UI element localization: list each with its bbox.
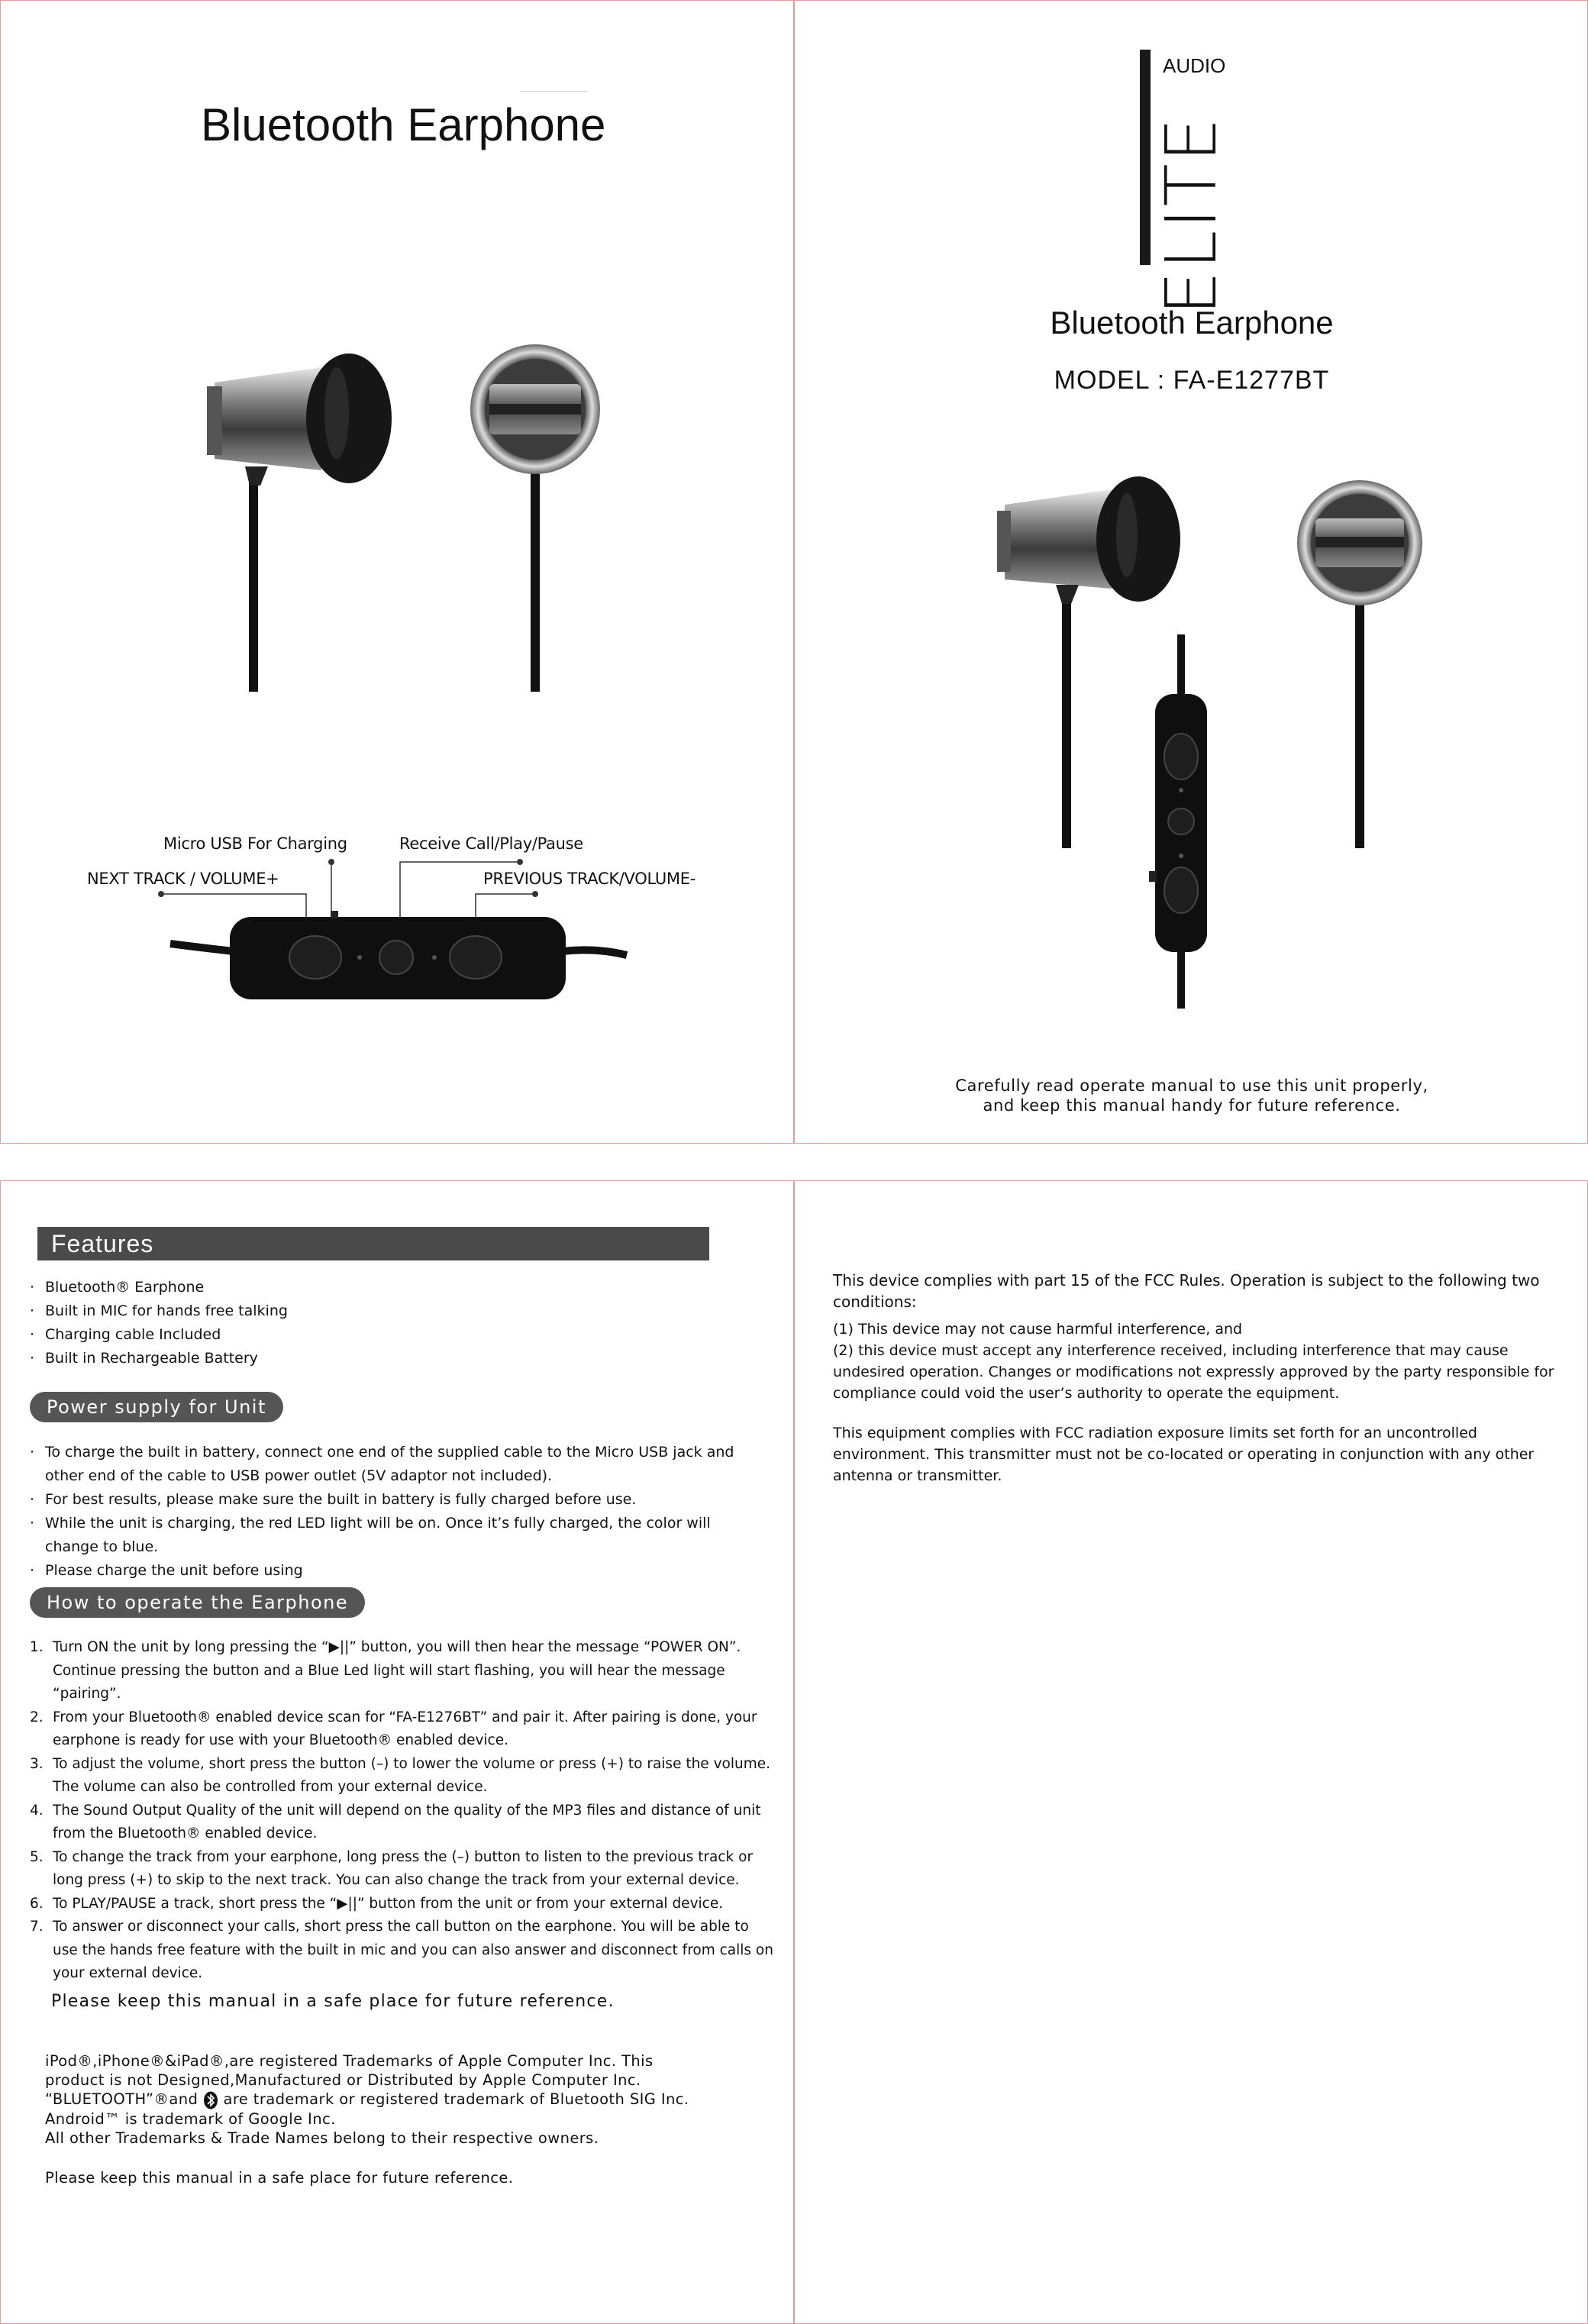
list-item: · Please charge the unit before using <box>30 1559 763 1583</box>
features-heading: Features <box>37 1227 709 1260</box>
step-number: 1. <box>30 1639 44 1655</box>
features-list <box>30 1276 288 1370</box>
divider <box>520 91 587 92</box>
earphones-with-remote-image <box>986 474 1444 1009</box>
callout-call-play-pause: Receive Call/Play/Pause <box>399 834 583 853</box>
list-item <box>30 1893 778 1916</box>
fcc-radiation: This equipment complies with FCC radiation exposure limits set forth for an uncontrolled environment. This transmitter must not be co-located or operating in conjunction with any other antenna or transmitter. <box>833 1425 1535 1484</box>
step-text: From your Bluetooth® enabled device scan for “FA-E1276BT” and pair it. After pairing is done, your earphone is ready for use with your Bluetooth® enabled device. <box>53 1709 757 1748</box>
list-item: · To charge the built in battery, connect one end of the supplied cable to the Micro USB jack and other end of the cable to USB power outlet (5V adaptor not included). <box>30 1441 763 1488</box>
logo-bar <box>1140 50 1151 265</box>
power-supply-heading: Power supply for Unit <box>30 1392 283 1422</box>
fcc-intro: This device complies with part 15 of the FCC Rules. Operation is subject to the following two conditions: <box>833 1271 1540 1311</box>
list-item: · Charging cable Included <box>30 1323 288 1347</box>
callout-previous-track: PREVIOUS TRACK/VOLUME- <box>483 870 696 888</box>
list-item <box>30 1846 778 1893</box>
note-line-1: Carefully read operate manual to use this unit properly, <box>955 1076 1428 1095</box>
step-text: To answer or disconnect your calls, short press the call button on the earphone. You will be able to use the hands free feature with the built in mic and you can also answer and disconnect from calls on your external device. <box>53 1919 773 1981</box>
step-number: 2. <box>30 1709 44 1725</box>
list-item: · For best results, please make sure the built in battery is fully charged before use. <box>30 1488 763 1512</box>
read-manual-note <box>795 1076 1588 1115</box>
page-front-right <box>794 0 1588 1144</box>
trademark-bluetooth-text: “BLUETOOTH”®and <box>45 2090 198 2108</box>
list-item <box>30 1706 778 1753</box>
step-number: 5. <box>30 1848 44 1865</box>
page-inside-left <box>0 1180 794 2324</box>
list-item <box>30 1636 778 1706</box>
operating-steps <box>30 1636 778 1986</box>
step-text: Turn ON the unit by long pressing the “▶||” button, you will then hear the message “POWER ON”. Continue pressing the button and a Blue Led light will start flashing, you will hear the message “pairing”. <box>53 1639 741 1702</box>
safe-place-note: Please keep this manual in a safe place for future reference. <box>51 1992 615 2011</box>
model-value: FA-E1277BT <box>1173 366 1330 395</box>
trademark-line: product is not Designed,Manufactured or Distributed by Apple Computer Inc. <box>45 2071 641 2089</box>
callout-next-track: NEXT TRACK / VOLUME+ <box>87 870 279 888</box>
fcc-condition-2: (2) this device must accept any interference received, including interference that may cause undesired operation. Changes or modifications not expressly approved by the party responsible for compliance could void the user’s authority to operate the equipment. <box>833 1342 1554 1402</box>
logo-audio-text: AUDIO <box>1163 54 1226 77</box>
fcc-condition-1: (1) This device may not cause harmful interference, and <box>833 1321 1243 1338</box>
step-number: 7. <box>30 1919 44 1935</box>
logo-elite-text: ELITE <box>1151 116 1232 315</box>
trademark-line: All other Trademarks & Trade Names belong to their respective owners. <box>45 2129 599 2147</box>
bluetooth-icon <box>203 2091 218 2109</box>
list-item <box>30 1916 778 1986</box>
trademark-line: iPod®,iPhone®&iPad®,are registered Trademarks of Apple Computer Inc. This <box>45 2052 654 2070</box>
step-text: The Sound Output Quality of the unit will depend on the quality of the MP3 files and distance of unit from the Bluetooth® enabled device. <box>53 1802 761 1841</box>
step-number: 4. <box>30 1802 44 1819</box>
page-inside-right <box>794 1180 1588 2324</box>
step-text: To PLAY/PAUSE a track, short press the “▶||” button from the unit or from your external device. <box>53 1895 724 1912</box>
earphones-image <box>199 337 627 703</box>
remote-control-image <box>1 841 795 1009</box>
list-item <box>30 1799 778 1846</box>
step-text: To adjust the volume, short press the button (–) to lower the volume or press (+) to raise the volume. The volume can also be controlled from your external device. <box>53 1755 770 1795</box>
model-label: MODEL : <box>1054 366 1166 395</box>
list-item: · Built in Rechargeable Battery <box>30 1347 288 1370</box>
model-line <box>795 366 1588 395</box>
power-supply-list <box>30 1441 763 1583</box>
step-number: 6. <box>30 1895 44 1912</box>
trademarks-block <box>45 2051 689 2148</box>
step-text: To change the track from your earphone, long press the (–) button to listen to the previous track or long press (+) to skip to the next track. You can also change the track from your external device. <box>53 1848 754 1888</box>
callout-micro-usb: Micro USB For Charging <box>163 834 347 853</box>
trademark-sig-text: are trademark or registered trademark of Bluetooth SIG Inc. <box>223 2090 689 2108</box>
list-item: · Bluetooth® Earphone <box>30 1276 288 1299</box>
page-front-left <box>0 0 794 1144</box>
fcc-statement <box>833 1270 1577 1486</box>
product-title: Bluetooth Earphone <box>1050 305 1334 341</box>
list-item: · Built in MIC for hands free talking <box>30 1299 288 1323</box>
list-item: · While the unit is charging, the red LED light will be on. Once it’s fully charged, the color will change to blue. <box>30 1512 763 1559</box>
page-title: Bluetooth Earphone <box>201 99 606 150</box>
trademark-line: Android™ is trademark of Google Inc. <box>45 2109 336 2128</box>
trademark-line <box>45 2090 689 2109</box>
step-number: 3. <box>30 1755 44 1772</box>
operate-heading: How to operate the Earphone <box>30 1587 365 1618</box>
safe-place-note-2: Please keep this manual in a safe place for future reference. <box>45 2169 514 2187</box>
note-line-2: and keep this manual handy for future reference. <box>983 1096 1401 1115</box>
list-item <box>30 1753 778 1799</box>
brand-logo <box>1140 50 1254 315</box>
